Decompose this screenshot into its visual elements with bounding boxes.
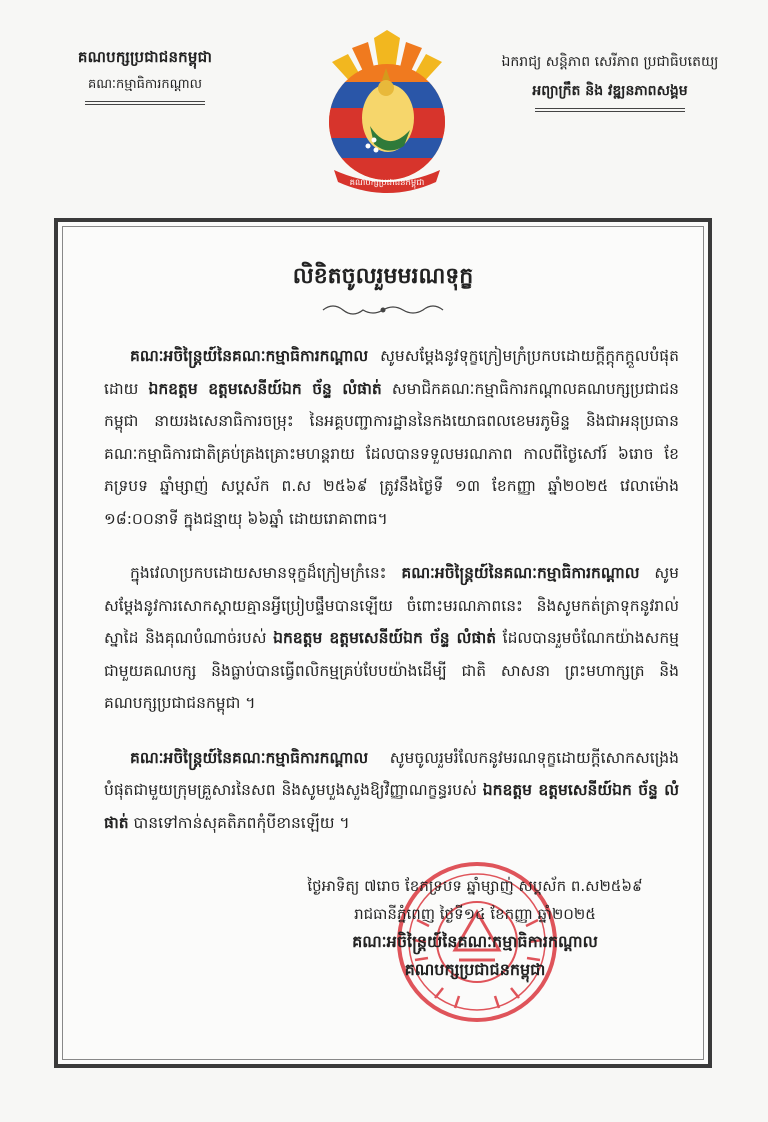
header-right: [480, 52, 740, 112]
committee-name: គណៈកម្មាធិការកណ្តាល: [87, 77, 203, 92]
p1-committee: គណៈអចិន្ត្រៃយ៍នៃគណៈកម្មាធិការកណ្តាល: [130, 347, 369, 365]
p2-deceased-name: ឯកឧត្តម ឧត្តមសេនីយ៍ឯក ច័ន្ទ លំផាត់: [273, 629, 497, 647]
letter-title: លិខិតចូលរួមមរណទុក្ខ: [292, 264, 474, 289]
signatory-committee: គណៈអចិន្ត្រៃយ៍នៃគណៈកម្មាធិការកណ្តាល: [352, 932, 598, 951]
p3-text-b: បានទៅកាន់សុគតិភពកុំបីខានឡើយ ។: [128, 813, 350, 832]
title-ornament: [318, 302, 448, 318]
logo-banner-text: គណបក្សប្រជាជនកម្ពុជា: [349, 178, 425, 188]
paragraph-1: [104, 340, 679, 535]
header-left-rule: [85, 101, 205, 105]
p3-text-a: សូមចូលរួមរំលែកនូវមរណទុក្ខដោយក្តីសោកសង្រេងបំផុតជាមួយក្រុមគ្រួសារនៃសព និងសូមបួងសួងឱ្យវិញ្ញាណក្ខន្ធរបស់: [104, 748, 679, 799]
p2-text-b: សូមសម្តែងនូវការសោកស្តាយគ្មានអ្វីប្រៀបផ្ទឹមបានឡើយ ចំពោះមរណភាពនេះ និងសូមកត់ត្រាទុកនូវរាល់ស្នាដៃ និងគុណបំណាច់របស់: [104, 564, 679, 647]
header-left: [40, 48, 250, 105]
paragraph-2: [104, 557, 679, 720]
p1-text-a: សូមសម្តែងនូវទុក្ខក្រៀមក្រំប្រកបដោយក្តីក្តុកក្តួលបំផុតដោយ: [104, 347, 679, 398]
p1-text-b: សមាជិកគណៈកម្មាធិការកណ្តាលគណបក្សប្រជាជនកម្ពុជា នាយរងសេនាធិការចម្រុះ នៃអគ្គបញ្ជាការដ្ឋាននៃកងយោធពលខេមរភូមិន្ទ និងជាអនុប្រធានគណៈកម្មាធិការជាតិគ្រប់គ្រងគ្រោះមហន្តរាយ ដែលបានទទួលមរណភាព កាលពីថ្ងៃសៅរ៍ ៦រោច ខែភទ្របទ ឆ្នាំម្សាញ់ សប្តស័ក ព.ស ២៥៦៩ ត្រូវនឹងថ្ងៃទី ១៣ ខែកញ្ញា ឆ្នាំ២០២៥ វេលាម៉ោង ១៨:០០នាទី ក្នុងជន្មាយុ ៦៦ឆ្នាំ ដោយរោគាពាធ។: [104, 379, 679, 528]
p3-committee: គណៈអចិន្ត្រៃយ៍នៃគណៈកម្មាធិការកណ្តាល: [130, 748, 369, 767]
party-logo: [312, 22, 462, 197]
header-right-rule: [535, 108, 685, 112]
signatory-party: គណបក្សប្រជាជនកម្ពុជា: [404, 960, 546, 979]
letter-body: [104, 340, 679, 861]
national-motto: ឯករាជ្យ សន្តិភាព សេរីភាព ប្រជាធិបតេយ្យ: [501, 54, 719, 70]
solar-date: រាជធានីភ្នំពេញ ថ្ងៃទី១៤ ខែកញ្ញា ឆ្នាំ២០២៥: [354, 905, 596, 923]
p2-committee: គណៈអចិន្ត្រៃយ៍នៃគណៈកម្មាធិការកណ្តាល: [401, 564, 640, 582]
signature-block: [250, 872, 700, 984]
lunar-date: ថ្ងៃអាទិត្យ ៧រោច ខែភទ្របទ ឆ្នាំម្សាញ់ សប្តស័ក ព.ស២៥៦៩: [307, 877, 643, 895]
p3-deceased-name: ឯកឧត្តម ឧត្តមសេនីយ៍ឯក ច័ន្ទ លំផាត់: [104, 781, 680, 832]
motto-second-line: អព្យាក្រឹត និង វឌ្ឍនភាពសង្គម: [532, 83, 688, 99]
party-name: គណបក្សប្រជាជនកម្ពុជា: [77, 48, 213, 66]
p1-deceased-name: ឯកឧត្តម ឧត្តមសេនីយ៍ឯក ច័ន្ទ លំផាត់: [148, 379, 382, 398]
paragraph-3: [104, 742, 679, 840]
p2-text-a: ក្នុងវេលាប្រកបដោយសមានទុក្ខដ៏ក្រៀមក្រំនេះ: [130, 564, 402, 582]
p2-text-c: ដែលបានរួមចំណែកយ៉ាងសកម្មជាមួយគណបក្ស និងធ្លាប់បានធ្វើពលិកម្មគ្រប់បែបយ៉ាងដើម្បី ជាតិ សាសនា ព្រះមហាក្សត្រ និងគណបក្សប្រជាជនកម្ពុជា ។: [104, 629, 679, 712]
